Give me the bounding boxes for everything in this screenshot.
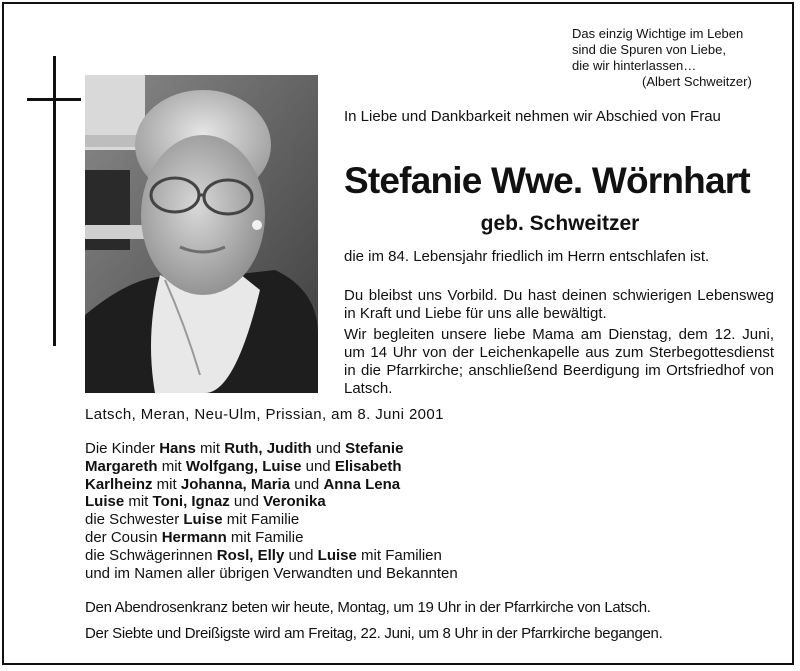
rosary-notice: Den Abendrosenkranz beten wir heute, Montag, um 19 Uhr in der Pfarrkirche von Latsch. [85, 599, 651, 616]
mourner-text: mit [152, 475, 181, 493]
mourner-line [85, 458, 458, 476]
mourner-text: mit Familien [356, 546, 442, 564]
mourner-text: und [284, 546, 318, 564]
quote-author: (Albert Schweitzer) [642, 74, 752, 89]
intro-text: In Liebe und Dankbarkeit nehmen wir Abschied von Frau [344, 108, 721, 125]
mourner-name: Karlheinz [85, 475, 153, 493]
mourner-name: Rosl, Elly [216, 546, 285, 564]
mourner-line [85, 493, 458, 511]
mourner-name: Toni, Ignaz [152, 493, 230, 511]
mourner-text: und [311, 440, 346, 457]
mourner-line [85, 511, 458, 529]
mourner-line [85, 547, 458, 565]
obituary-notice [2, 2, 794, 665]
mourner-name: Hans [159, 440, 196, 457]
quote-line: die wir hinterlassen… [572, 58, 697, 73]
mourner-text: Die Kinder [85, 440, 160, 457]
mourner-line [85, 440, 458, 458]
place-and-date: Latsch, Meran, Neu-Ulm, Prissian, am 8. Juni 2001 [85, 406, 444, 423]
mourner-name: Margareth [85, 457, 158, 475]
tribute-paragraph: Du bleibst uns Vorbild. Du hast deinen schwierigen Lebensweg in Kraft und Liebe für uns alle bewältigt. [344, 287, 774, 322]
mourner-name: Johanna, Maria [180, 475, 291, 493]
quote-line: sind die Spuren von Liebe, [572, 42, 726, 57]
mourner-text: mit [195, 440, 225, 457]
mourner-name: Luise [317, 546, 357, 564]
mourner-text: und [290, 475, 324, 493]
cross-horizontal-bar [27, 98, 81, 101]
mourner-text: mit [157, 457, 186, 475]
mourner-line [85, 476, 458, 494]
mourner-text: und [301, 457, 335, 475]
mourner-name: Ruth, Judith [224, 440, 312, 457]
mourner-name: Anna Lena [323, 475, 401, 493]
portrait-illustration [85, 75, 318, 393]
mourner-text: die Schwägerinnen [85, 546, 217, 564]
mourner-text: mit Familie [226, 528, 304, 546]
quote-line: Das einzig Wichtige im Leben [572, 26, 744, 41]
mourner-line: und im Namen aller übrigen Verwandten und Bekannten [85, 564, 458, 582]
deceased-name: Stefanie Wwe. Wörnhart [344, 160, 750, 201]
mourner-line [85, 529, 458, 547]
portrait-photo [85, 75, 318, 393]
mourner-name: Luise [183, 511, 223, 529]
epigraph-quote [572, 26, 782, 90]
mourner-name: Stefanie [345, 440, 404, 457]
mourner-text: und [229, 493, 264, 511]
mourner-name: Hermann [161, 528, 227, 546]
announcement-paragraph: die im 84. Lebensjahr friedlich im Herrn entschlafen ist. [344, 248, 710, 265]
funeral-details-paragraph: Wir begleiten unsere liebe Mama am Dienstag, dem 12. Juni, um 14 Uhr von der Leichenkapelle aus zum Sterbegottesdienst in die Pfarrkirche; anschließend Beerdigung im Ortsfriedhof von Latsch. [344, 326, 774, 397]
mourner-text: mit [124, 493, 153, 511]
mourners-list [85, 440, 458, 582]
maiden-name: geb. Schweitzer [480, 212, 640, 235]
mourner-name: Elisabeth [334, 457, 402, 475]
memorial-mass-notice: Der Siebte und Dreißigste wird am Freitag, 22. Juni, um 8 Uhr in der Pfarrkirche begangen. [85, 625, 663, 642]
mourner-name: Luise [85, 493, 125, 511]
mourner-name: Veronika [263, 493, 326, 511]
mourner-text: mit Familie [222, 511, 300, 529]
mourner-text: der Cousin [85, 528, 162, 546]
mourner-name: Wolfgang, Luise [185, 457, 302, 475]
mourner-text: die Schwester [85, 511, 184, 529]
